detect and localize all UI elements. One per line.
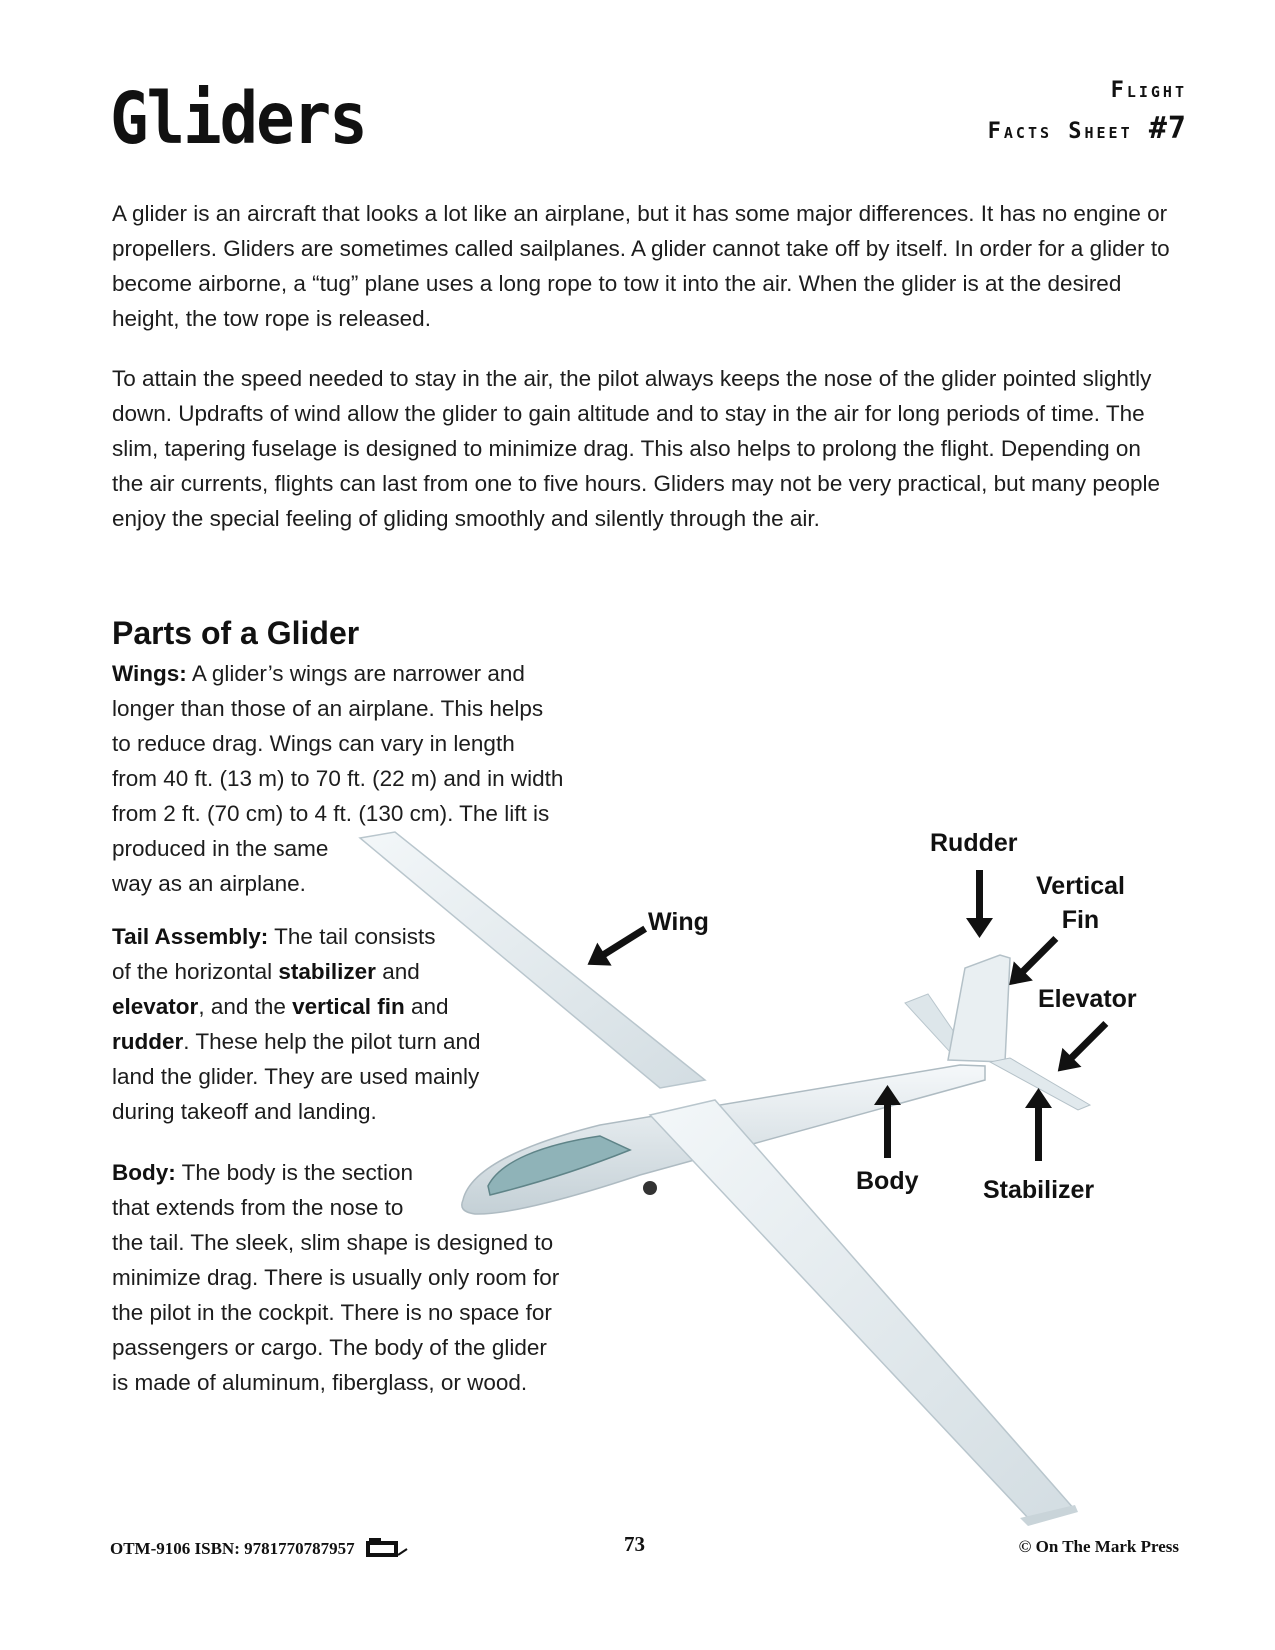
glider-wheel: [643, 1181, 657, 1195]
tail-term: Tail Assembly:: [112, 924, 269, 949]
tail-rudder-term: rudder: [112, 1029, 184, 1054]
body-line: minimize drag. There is usually only room for: [112, 1265, 560, 1290]
wings-line: longer than those of an airplane. This helps: [112, 696, 544, 721]
tail-line: , and the: [198, 994, 286, 1019]
body-line: the tail. The sleek, slim shape is designed to: [112, 1230, 554, 1255]
arrow-elevator: [1048, 1014, 1115, 1081]
series-line1: Flight: [1110, 78, 1187, 103]
label-body: Body: [856, 1167, 919, 1195]
page-title: Gliders: [110, 78, 366, 161]
intro-paragraph-2: To attain the speed needed to stay in the air, the pilot always keeps the nose of the glider pointed slightly down. Updrafts of wind allow the glider to gain altitude and to stay in the air for long periods of time. The slim, tapering fuselage is designed to minimize drag. This also helps to prolong the flight. Depending on the air currents, flights can last from one to five hours. Gliders may not be very practical, but many people enjoy the special feeling of gliding smoothly and silently through the air.: [112, 366, 1160, 531]
footer-code: [110, 1537, 409, 1559]
label-stabilizer: Stabilizer: [983, 1176, 1095, 1204]
body-line: passengers or cargo. The body of the glider: [112, 1335, 547, 1360]
series-line2-text: Facts Sheet: [987, 119, 1133, 144]
label-elevator: Elevator: [1038, 985, 1137, 1013]
body-line: that extends from the nose to: [112, 1195, 404, 1220]
label-vertical-fin: [1036, 869, 1125, 937]
tail-line: during takeoff and landing.: [112, 1099, 377, 1124]
arrow-stabilizer: [1025, 1088, 1052, 1161]
body-term: Body:: [112, 1160, 176, 1185]
footer-isbn: OTM-9106 ISBN: 9781770787957: [110, 1539, 355, 1558]
tail-line: . These help the pilot turn and: [183, 1029, 481, 1054]
wings-line: from 40 ft. (13 m) to 70 ft. (22 m) and in width: [112, 766, 564, 791]
folder-icon: [365, 1537, 409, 1559]
wings-line: to reduce drag. Wings can vary in length: [112, 731, 515, 756]
parts-heading: Parts of a Glider: [112, 615, 360, 651]
series-number: #7: [1148, 111, 1187, 146]
label-fin: Fin: [1061, 906, 1100, 934]
wings-line: A glider’s wings are narrower and: [191, 661, 525, 686]
wings-line: way as an airplane.: [112, 871, 306, 896]
body-line: is made of aluminum, fiberglass, or wood.: [112, 1370, 528, 1395]
body-line: the pilot in the cockpit. There is no space for: [112, 1300, 552, 1325]
tail-line: and: [410, 994, 449, 1019]
footer-publisher: © On The Mark Press: [1018, 1537, 1179, 1556]
wings-line: produced in the same: [112, 836, 329, 861]
tail-vertical-fin-term: vertical fin: [292, 994, 405, 1019]
glider-near-wing: [650, 1100, 1075, 1520]
tail-elevator-term: elevator: [112, 994, 199, 1019]
label-vertical: Vertical: [1036, 872, 1125, 900]
arrow-rudder: [966, 870, 993, 938]
wings-term: Wings:: [112, 661, 187, 686]
label-wing: Wing: [648, 908, 709, 936]
body-description: [112, 1155, 592, 1400]
tail-description: [112, 919, 532, 1129]
arrow-wing: [580, 917, 652, 976]
tail-line: and: [382, 959, 420, 984]
tail-stabilizer-term: stabilizer: [278, 959, 376, 984]
wings-line: from 2 ft. (70 cm) to 4 ft. (130 cm). The lift is: [112, 801, 550, 826]
label-rudder: Rudder: [930, 829, 1018, 857]
intro-paragraph-1: A glider is an aircraft that looks a lot like an airplane, but it has some major differences. It has no engine or propellers. Gliders are sometimes called sailplanes. A glider cannot take off by itself. In order for a glider to become airborne, a “tug” plane uses a long rope to tow it into the air. When the glider is at the desired height, the tow rope is released.: [112, 201, 1170, 331]
tail-line: of the horizontal: [112, 959, 273, 984]
tail-line: land the glider. They are used mainly: [112, 1064, 480, 1089]
tail-line: The tail consists: [274, 924, 436, 949]
glider-vertical-fin: [948, 955, 1010, 1062]
wings-description: [112, 656, 592, 901]
body-line: The body is the section: [181, 1160, 413, 1185]
page-number: 73: [624, 1532, 645, 1556]
